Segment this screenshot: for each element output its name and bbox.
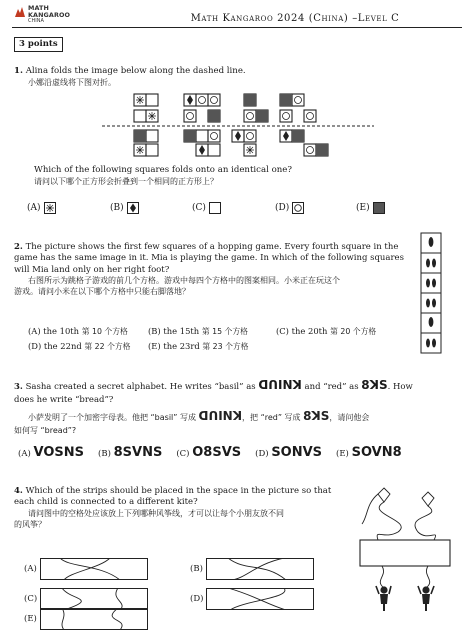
header-divider xyxy=(12,27,462,28)
question-text-zh-line-2: 的风筝？ xyxy=(14,519,46,529)
question-1-text xyxy=(14,66,462,88)
q2-option-e[interactable] xyxy=(148,341,276,353)
code-basil: ꓷꓵIꓠꓘ xyxy=(258,378,302,392)
q2-options xyxy=(28,326,408,352)
option-label: (D) xyxy=(190,594,204,604)
question-ask-zh: 请问以下哪个正方形会折叠到一个相同的正方形上？ xyxy=(34,176,218,186)
option-code: VOꓢꓠꓢ xyxy=(33,445,85,460)
question-text-en-line-1: The picture shows the first few squares of a hopping game. Every fourth square in the xyxy=(25,242,399,252)
option-label: (C) xyxy=(24,594,38,604)
option-code: ꓢONVꓢ xyxy=(271,445,323,460)
question-number: 3. xyxy=(14,382,23,392)
option-label: (C) xyxy=(276,326,289,336)
filled-square-icon xyxy=(373,202,385,214)
option-text-zh: 第 10 个方格 xyxy=(81,327,128,336)
option-label: (B) xyxy=(110,203,124,213)
strip-b-image xyxy=(206,558,314,580)
q1-option-c[interactable] xyxy=(192,202,221,214)
option-label: (A) xyxy=(18,449,31,459)
option-text-zh: 第 23 个方格 xyxy=(202,341,249,351)
option-label: (C) xyxy=(192,203,206,213)
logo-text xyxy=(28,5,70,25)
q1-option-b[interactable] xyxy=(110,202,139,214)
option-text-en: the 22nd xyxy=(43,340,82,351)
circle-square-icon xyxy=(292,202,304,214)
strip-a-image xyxy=(40,558,148,580)
option-code: ꓢOVN8 xyxy=(351,445,402,460)
question-2-text xyxy=(14,242,412,298)
question-text-en-b: and “red” as xyxy=(304,382,359,392)
logo-line-2: KANGAROO xyxy=(28,11,71,20)
option-text-zh: 第 22 个方格 xyxy=(84,341,131,351)
q2-option-a[interactable] xyxy=(28,326,148,338)
option-label: (D) xyxy=(255,449,269,459)
q3-option-e[interactable] xyxy=(336,444,402,462)
kite-picture xyxy=(354,484,458,612)
question-1-ask xyxy=(14,165,462,187)
question-number: 4. xyxy=(14,486,23,496)
question-text-zh-line-1: 请问图中的空格处应该放上下列哪种风筝线，才可以让每个小朋友放不同 xyxy=(28,508,284,518)
q3-option-b[interactable] xyxy=(98,444,162,462)
question-text-en-line-2: game has the same image in it. Mia is playing the game. In which of the following squares xyxy=(14,253,404,264)
option-text-zh: 第 20 个方格 xyxy=(330,327,377,336)
question-text-zh-b: ，把 “red” 写成 xyxy=(242,412,301,422)
strip-e-image xyxy=(40,608,148,630)
question-4-text xyxy=(14,486,354,531)
strip-d-image xyxy=(206,588,314,610)
question-text-en-a: Sasha created a secret alphabet. He writes “basil” as xyxy=(25,382,256,392)
q2-option-d[interactable] xyxy=(28,341,148,353)
question-ask-en: Which of the following squares folds onto an identical one? xyxy=(34,165,292,175)
hopping-game-image xyxy=(420,232,442,356)
option-label: (E) xyxy=(336,449,349,459)
question-text-zh-c: ，请问他会 xyxy=(329,412,370,422)
question-text-zh-line-1: 右图所示为跳格子游戏的前几个方格。游戏中每四个方格中的图案相同。小米正在玩这个 xyxy=(28,276,340,286)
q3-option-c[interactable] xyxy=(176,444,241,462)
option-label: (C) xyxy=(176,449,190,459)
option-code: O8ꓢVꓢ xyxy=(192,445,242,460)
logo-line-3: CHINA xyxy=(28,18,44,25)
option-label: (B) xyxy=(148,326,161,336)
diamond-square-icon xyxy=(127,202,139,214)
kangaroo-logo-icon xyxy=(14,6,26,18)
star-square-icon xyxy=(44,202,56,214)
option-label: (E) xyxy=(148,340,161,351)
option-label: (A) xyxy=(28,326,41,336)
q3-option-d[interactable] xyxy=(255,444,322,462)
math-kangaroo-logo xyxy=(14,4,94,26)
question-text-en-line-3: will Mia land only on her right foot? xyxy=(14,264,170,275)
option-label: (E) xyxy=(24,614,37,624)
q2-option-c[interactable] xyxy=(276,326,406,338)
code-red: 8ꓘꓢ xyxy=(361,378,388,392)
question-text-en-line-1: Which of the strips should be placed in the space in the picture so that xyxy=(25,486,332,496)
q3-options xyxy=(18,444,468,462)
question-number: 1. xyxy=(14,66,23,76)
option-label: (A) xyxy=(24,564,37,574)
option-label: (B) xyxy=(98,449,111,459)
question-text-zh-d: 如何写 “bread”? xyxy=(14,425,77,435)
points-section-label: 3 points xyxy=(14,37,63,52)
q2-option-b[interactable] xyxy=(148,326,276,338)
question-text-en: Alina folds the image below along the dashed line. xyxy=(25,66,246,76)
q3-option-a[interactable] xyxy=(18,444,84,462)
question-text-en-d: does he write “bread”? xyxy=(14,395,114,405)
code-red-zh: 8ꓘꓢ xyxy=(303,408,330,423)
option-label: (B) xyxy=(190,564,203,574)
question-number: 2. xyxy=(14,242,23,252)
question-text-zh: 小娜沿虚线将下图对折。 xyxy=(28,77,116,87)
option-label: (E) xyxy=(356,203,370,213)
question-text-zh-a: 小萨发明了一个加密字母表。他把 “basil” 写成 xyxy=(28,412,196,422)
option-text-en: the 10th xyxy=(43,326,80,336)
question-3-text xyxy=(14,376,464,437)
question-text-en-c: . How xyxy=(387,382,413,392)
question-text-zh-line-2: 游戏。请问小米在以下哪个方格中只能右脚落地？ xyxy=(14,287,190,297)
q1-option-d[interactable] xyxy=(275,202,304,214)
option-text-zh: 第 15 个方格 xyxy=(201,327,248,336)
page-title: Math Kangaroo 2024 (China) –Level C xyxy=(190,13,400,24)
option-label: (D) xyxy=(275,203,290,213)
option-label: (D) xyxy=(28,340,42,351)
option-code: 8ꓢVNꓢ xyxy=(113,445,163,460)
option-text-en: the 15th xyxy=(163,326,200,336)
fold-image xyxy=(102,92,374,160)
code-basil-zh: ꓷꓵIꓠꓘ xyxy=(198,408,243,423)
logo-line-1: MATH xyxy=(28,4,49,12)
q1-option-a[interactable] xyxy=(27,202,56,214)
option-text-en: the 23rd xyxy=(163,340,200,351)
option-text-en: the 20th xyxy=(291,326,328,336)
option-label: (A) xyxy=(27,203,41,213)
q1-option-e[interactable] xyxy=(356,202,385,214)
strip-c-image xyxy=(40,588,148,610)
empty-square-icon xyxy=(209,202,221,214)
question-text-en-line-2: each child is connected to a different kite? xyxy=(14,497,198,508)
